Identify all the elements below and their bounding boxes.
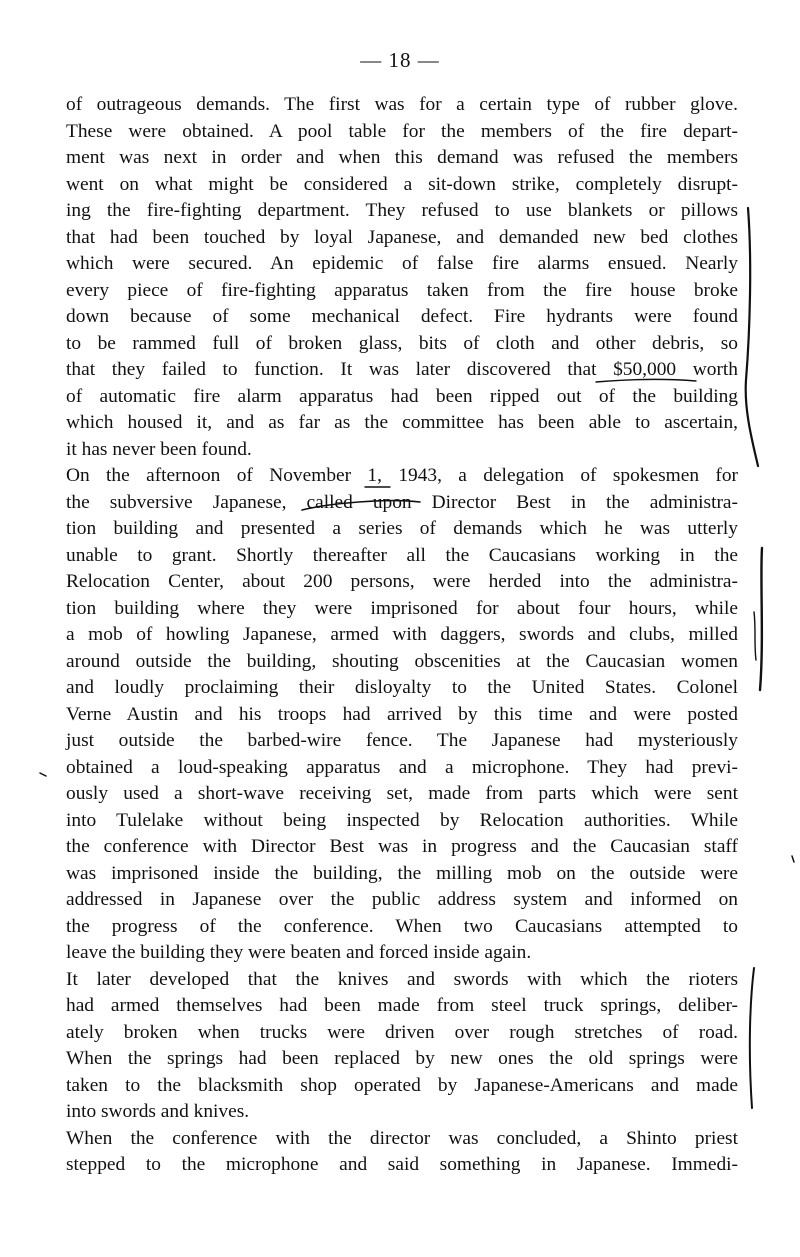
- text-line: of automatic fire alarm apparatus had been ripped out of the building: [66, 385, 738, 407]
- text-line: the progress of the conference. When two Caucasians attempted to: [66, 915, 738, 937]
- text-line: taken to the blacksmith shop operated by Japanese-Americans and made: [66, 1074, 738, 1096]
- text-line: into swords and knives.: [66, 1101, 250, 1122]
- text-line: into Tulelake without being inspected by Relocation authorities. While: [66, 809, 738, 831]
- text-line: Relocation Center, about 200 persons, were herded into the administra-: [66, 571, 738, 592]
- text-line: It later developed that the knives and swords with which the rioters: [66, 968, 738, 990]
- text-line: went on what might be considered a sit-down strike, completely disrupt-: [66, 173, 738, 195]
- paragraph-2: [66, 463, 738, 967]
- paragraph-3: [66, 967, 738, 1126]
- margin-bracket: [760, 548, 762, 690]
- text-line: down because of some mechanical defect. Fire hydrants were found: [66, 306, 738, 327]
- text-line: and loudly proclaiming their disloyalty to the United States. Colonel: [66, 677, 738, 698]
- text-line: was imprisoned inside the building, the milling mob on the outside were: [66, 862, 738, 884]
- text-line: obtained a loud-speaking apparatus and a microphone. They had previ-: [66, 756, 738, 778]
- text-line: had armed themselves had been made from steel truck springs, deliber-: [66, 995, 738, 1016]
- text-line: ing the fire-fighting department. They refused to use blankets or pillows: [66, 200, 738, 221]
- text-line: the subversive Japanese, called upon Director Best in the administra-: [66, 491, 738, 513]
- text-line: Verne Austin and his troops had arrived by this time and were posted: [66, 703, 738, 725]
- text-line: ment was next in order and when this demand was refused the members: [66, 147, 738, 168]
- text-line: tion building where they were imprisoned for about four hours, while: [66, 597, 738, 619]
- margin-bracket: [746, 208, 758, 466]
- text-line: ately broken when trucks were driven over rough stretches of road.: [66, 1021, 738, 1043]
- text-line: the conference with Director Best was in progress and the Caucasian staff: [66, 836, 738, 857]
- text-line: addressed in Japanese over the public address system and informed on: [66, 889, 738, 910]
- text-line: around outside the building, shouting obscenities at the Caucasian women: [66, 650, 738, 672]
- text-line: stepped to the microphone and said something in Japanese. Immedi-: [66, 1154, 738, 1175]
- text-line: When the conference with the director was concluded, a Shinto priest: [66, 1127, 738, 1149]
- text-line: When the springs had been replaced by new ones the old springs were: [66, 1048, 738, 1069]
- body-text: [66, 92, 738, 1179]
- text-line: These were obtained. A pool table for the members of the fire depart-: [66, 120, 738, 142]
- page-number: — 18 —: [360, 48, 440, 72]
- text-line: a mob of howling Japanese, armed with daggers, swords and clubs, milled: [66, 624, 738, 645]
- text-line: of outrageous demands. The first was for a certain type of rubber glove.: [66, 94, 738, 115]
- margin-bracket: [754, 612, 756, 660]
- margin-tick: [40, 773, 46, 776]
- margin-tick: [792, 856, 794, 862]
- text-line: every piece of fire-fighting apparatus taken from the fire house broke: [66, 279, 738, 301]
- text-line: leave the building they were beaten and forced inside again.: [66, 942, 532, 963]
- text-line: unable to grant. Shortly thereafter all the Caucasians working in the: [66, 544, 738, 566]
- paragraph-1: [66, 92, 738, 463]
- margin-bracket: [750, 968, 754, 1108]
- text-line: which housed it, and as far as the committee has been able to ascertain,: [66, 412, 738, 433]
- text-line: just outside the barbed-wire fence. The Japanese had mysteriously: [66, 730, 738, 751]
- text-line: tion building and presented a series of demands which he was utterly: [66, 518, 738, 539]
- text-line: On the afternoon of November 1, 1943, a delegation of spokesmen for: [66, 465, 738, 486]
- paragraph-4: [66, 1126, 738, 1179]
- text-line: ously used a short-wave receiving set, made from parts which were sent: [66, 783, 738, 804]
- text-line: that they failed to function. It was later discovered that $50,000 worth: [66, 359, 738, 380]
- text-line: which were secured. An epidemic of false fire alarms ensued. Nearly: [66, 253, 738, 274]
- text-line: it has never been found.: [66, 438, 252, 460]
- text-line: that had been touched by loyal Japanese, and demanded new bed clothes: [66, 226, 738, 248]
- text-line: to be rammed full of broken glass, bits of cloth and other debris, so: [66, 332, 738, 354]
